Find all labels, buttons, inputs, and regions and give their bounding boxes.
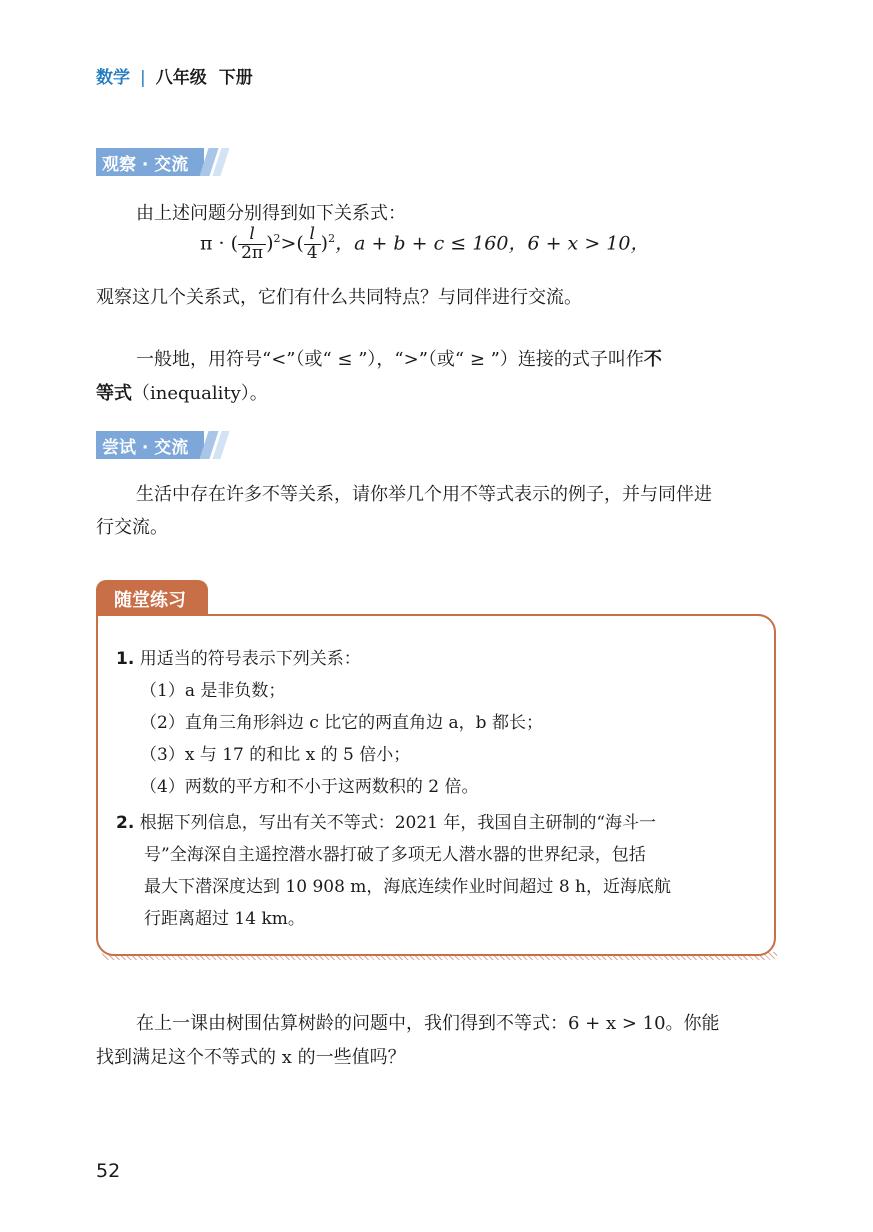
section1-question: 观察这几个关系式，它们有什么共同特点？与同伴进行交流。 [96, 287, 582, 308]
section2-line1: 生活中存在许多不等关系，请你举几个用不等式表示的例子，并与同伴进 [136, 484, 712, 505]
left-paren: ( [230, 232, 239, 255]
exponent: 2 [273, 232, 281, 246]
fraction-l-over-4: $\frac{l}{4}$ [304, 226, 321, 263]
page-number: 52 [96, 1160, 121, 1182]
exercise-1-item-1: （1）a 是非负数； [140, 681, 286, 701]
right-paren-2: ) [320, 232, 329, 255]
left-paren-2: ( [296, 232, 304, 255]
grade-label: 八年级 [155, 68, 207, 88]
exercise-1-item-3: （3）x 与 17 的和比 x 的 5 倍小； [140, 745, 411, 765]
exercise-2-line3: 最大下潜深度达到 10 908 m，海底连续作业时间超过 8 h，近海底航 [144, 877, 671, 897]
definition-line2: 等式（inequality）。 [96, 383, 268, 404]
closing-line2: 找到满足这个不等式的 x 的一些值吗？ [96, 1047, 406, 1068]
observe-discuss-tag [96, 148, 228, 176]
try-discuss-label: 尝试 · 交流 [102, 438, 189, 458]
right-paren: ) [266, 232, 274, 255]
header-separator: | [140, 68, 146, 88]
exercise-2-line4: 行距离超过 14 km。 [144, 909, 305, 929]
definition-line1: 一般地，用符号“<”（或“ ≤ ”），“>”（或“ ≥ ”）连接的式子叫作不 [136, 349, 662, 370]
exercise-2-line2: 号”全海深自主遥控潜水器打破了多项无人潜水器的世界纪录，包括 [144, 845, 646, 865]
greater-than: > [280, 232, 297, 255]
relation-formulas [200, 226, 670, 278]
fraction-l-over-2pi: $\frac{l}{2\pi}$ [238, 226, 266, 263]
section1-intro: 由上述问题分别得到如下关系式： [136, 203, 406, 224]
try-discuss-tag [96, 431, 228, 459]
exercise-2-line1: 2. 根据下列信息，写出有关不等式：2021 年，我国自主研制的“海斗一 [116, 813, 657, 833]
subject-label: 数学 [96, 68, 130, 88]
exercise-1: 1. 用适当的符号表示下列关系： [116, 649, 361, 669]
closing-line1: 在上一课由树围估算树龄的问题中，我们得到不等式：6 + x > 10。你能 [136, 1013, 720, 1034]
practice-title: 随堂练习 [114, 590, 186, 611]
exercise-1-item-2: （2）直角三角形斜边 c 比它的两直角边 a，b 都长； [140, 713, 543, 733]
observe-discuss-label: 观察 · 交流 [102, 155, 189, 175]
practice-tab [96, 580, 208, 616]
exercise-1-item-4: （4）两数的平方和不小于这两数积的 2 倍。 [140, 777, 479, 797]
volume-label: 下册 [218, 68, 253, 88]
formula-rest: ，a + b + c ≤ 160，6 + x > 10， [335, 232, 650, 255]
dot-symbol: · [218, 232, 225, 255]
exponent-2: 2 [328, 232, 336, 246]
page-header [96, 63, 253, 88]
section2-line2: 行交流。 [96, 517, 168, 538]
pi-symbol: π [200, 232, 213, 255]
